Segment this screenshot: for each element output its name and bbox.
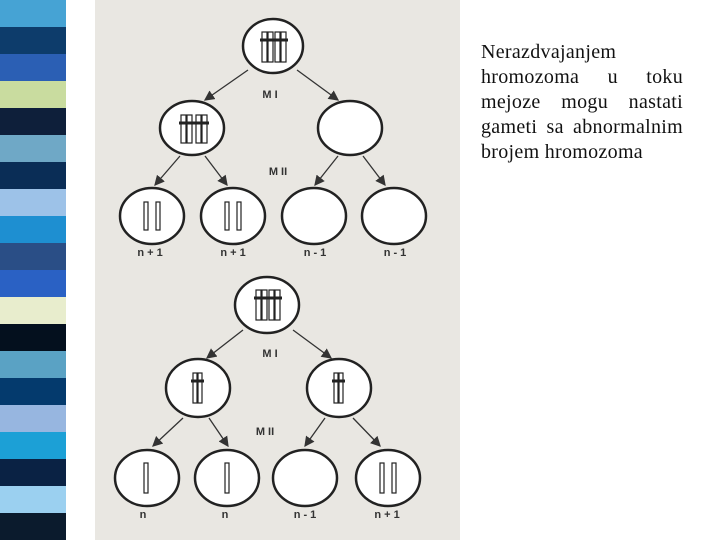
stripe-segment <box>0 189 66 216</box>
top-arrow-mi-right <box>297 70 338 100</box>
stripe-segment <box>0 351 66 378</box>
bottom-arrow-mi-right <box>293 330 331 358</box>
top-gamete-3 <box>282 188 346 244</box>
top-phase-label-mii: M II <box>268 166 288 178</box>
nondisjunction-diagram <box>95 0 460 540</box>
top-diagram <box>120 19 426 259</box>
bottom-arrow-mii-1 <box>153 418 183 446</box>
top-gamete-1 <box>120 188 184 244</box>
stripe-segment <box>0 324 66 351</box>
stripe-segment <box>0 54 66 81</box>
bottom-daughter-right-chromosomes <box>332 373 345 403</box>
top-arrow-mii-2 <box>205 156 227 185</box>
top-gamete-label-2: n + 1 <box>220 247 246 259</box>
bottom-phase-label-mii: M II <box>255 426 275 438</box>
bottom-gametes <box>115 450 420 506</box>
stripe-segment <box>0 0 66 27</box>
stripe-segment <box>0 135 66 162</box>
bottom-gamete-label-3: n - 1 <box>293 509 317 521</box>
stripe-segment <box>0 432 66 459</box>
stripe-segment <box>0 270 66 297</box>
bottom-daughter-left-chromosomes <box>191 373 204 403</box>
top-arrow-mii-1 <box>155 156 180 185</box>
bottom-arrow-mii-4 <box>353 418 380 446</box>
stripe-segment <box>0 513 66 540</box>
diagram-canvas <box>95 0 460 540</box>
caption-text: Nerazdvajanjem hromozoma u toku mejoze mogu nastati gameti sa abnormalnim brojem hromozoma <box>481 41 683 163</box>
stripe-segment <box>0 216 66 243</box>
bottom-diagram <box>115 277 420 521</box>
stripe-segment <box>0 81 66 108</box>
stripe-segment <box>0 378 66 405</box>
bottom-gamete-label-1: n <box>139 509 147 521</box>
bottom-gamete-4 <box>356 450 420 506</box>
stripe-segment <box>0 405 66 432</box>
bottom-gamete-label-4: n + 1 <box>374 509 400 521</box>
top-gamete-2 <box>201 188 265 244</box>
top-daughter-cell-right <box>318 101 382 155</box>
top-arrow-mii-3 <box>315 156 338 185</box>
bottom-gamete-3 <box>273 450 337 506</box>
stripe-segment <box>0 297 66 324</box>
top-arrow-mii-4 <box>363 156 385 185</box>
bottom-arrow-mii-2 <box>209 418 228 446</box>
stripe-segment <box>0 27 66 54</box>
stripe-segment <box>0 243 66 270</box>
bottom-phase-label-mi: M I <box>262 348 278 360</box>
top-arrow-mi-left <box>205 70 248 100</box>
stripe-segment <box>0 108 66 135</box>
bottom-arrow-mii-3 <box>305 418 325 446</box>
top-gametes <box>120 188 426 244</box>
stripe-segment <box>0 459 66 486</box>
top-gamete-4 <box>362 188 426 244</box>
bottom-arrow-mi-left <box>207 330 243 358</box>
top-gamete-label-4: n - 1 <box>383 247 407 259</box>
top-gamete-label-3: n - 1 <box>303 247 327 259</box>
top-gamete-label-1: n + 1 <box>137 247 163 259</box>
stripe-segment <box>0 162 66 189</box>
stripe-segment <box>0 486 66 513</box>
bottom-gamete-label-2: n <box>221 509 229 521</box>
top-phase-label-mi: M I <box>262 89 278 101</box>
decorative-stripe-bar <box>0 0 66 540</box>
